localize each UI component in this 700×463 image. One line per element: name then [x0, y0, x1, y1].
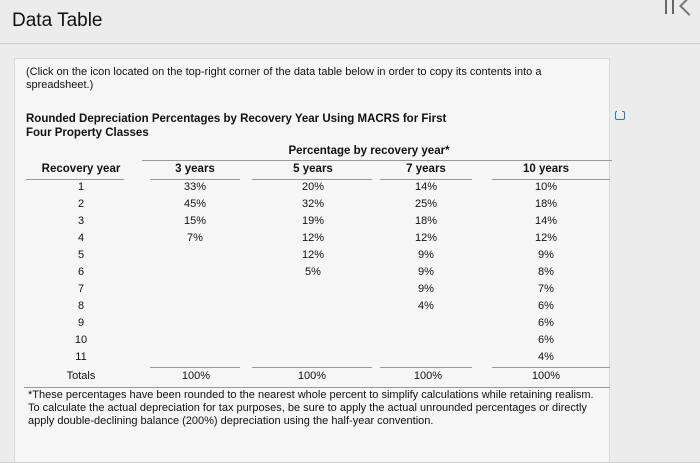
header-rule	[492, 179, 610, 180]
maximize-icon[interactable]	[665, 0, 674, 14]
table-cell: 6%	[538, 334, 554, 346]
table-cell: 7	[77, 283, 85, 295]
totals-cell: 100%	[413, 370, 443, 382]
table-cell: 14%	[414, 181, 438, 193]
table-cell: 3	[77, 215, 85, 227]
table-cell: 9%	[418, 283, 434, 295]
column-group-header: Percentage by recovery year*	[288, 145, 450, 157]
table-cell: 10%	[534, 181, 558, 193]
table-cell: 19%	[301, 215, 325, 227]
table-cell: 8	[77, 300, 85, 312]
footnote: *These percentages have been rounded to the nearest whole percent to simplify calculations while retaining realism. To calculate the actual depreciation for tax purposes, be sure to apply the actual unrounded percentages or directly apply double-declining balance (200%) depreciation using the half-year convention.	[28, 389, 594, 427]
group-header-rule	[142, 160, 612, 161]
table-cell: 4%	[418, 300, 434, 312]
title-divider	[0, 43, 700, 44]
table-cell: 45%	[183, 198, 207, 210]
table-cell: 9%	[418, 266, 434, 278]
table-cell: 8%	[538, 266, 554, 278]
table-cell: 15%	[183, 215, 207, 227]
table-cell: 2	[77, 198, 85, 210]
table-cell: 11	[75, 351, 87, 363]
table-cell: 10	[74, 334, 88, 346]
totals-rule	[252, 367, 372, 368]
table-cell: 9%	[418, 249, 434, 261]
table-cell: 5	[77, 249, 85, 261]
table-cell: 12%	[301, 232, 325, 244]
chevron-left-icon[interactable]	[679, 0, 699, 16]
table-cell: 20%	[301, 181, 325, 193]
totals-rule	[492, 367, 610, 368]
column-header: 5 years	[293, 163, 333, 175]
header-rule	[26, 179, 124, 180]
table-cell: 4	[77, 232, 85, 244]
table-cell: 7%	[538, 283, 554, 295]
table-cell: 32%	[301, 198, 325, 210]
totals-cell: 100%	[531, 370, 561, 382]
window-title: Data Table	[12, 10, 103, 31]
table-cell: 14%	[534, 215, 558, 227]
table-cell: 18%	[414, 215, 438, 227]
column-header: 10 years	[522, 163, 570, 175]
table-cell: 7%	[187, 232, 203, 244]
table-cell: 4%	[538, 351, 554, 363]
header-rule	[252, 179, 372, 180]
totals-rule	[380, 367, 472, 368]
totals-label: Totals	[66, 370, 96, 382]
column-header: Recovery year	[41, 163, 121, 175]
table-cell: 5%	[305, 266, 321, 278]
column-header: 3 years	[175, 163, 215, 175]
totals-cell: 100%	[297, 370, 327, 382]
header-rule	[380, 179, 472, 180]
column-header: 7 years	[406, 163, 446, 175]
table-cell: 12%	[301, 249, 325, 261]
table-cell: 1	[77, 181, 85, 193]
table-cell: 6%	[538, 317, 554, 329]
table-cell: 33%	[183, 181, 207, 193]
totals-rule	[150, 367, 240, 368]
copy-instruction: (Click on the icon located on the top-right corner of the data table below in order to copy its contents into a spreadsheet.)	[26, 66, 542, 91]
table-cell: 18%	[534, 198, 558, 210]
table-cell: 6%	[538, 300, 554, 312]
header-rule	[150, 179, 240, 180]
window-controls	[665, 0, 696, 14]
table-cell: 9	[77, 317, 85, 329]
table-heading: Rounded Depreciation Percentages by Recovery Year Using MACRS for First Four Property Classes	[26, 113, 447, 139]
totals-cell: 100%	[181, 370, 211, 382]
table-cell: 9%	[538, 249, 554, 261]
table-cell: 12%	[414, 232, 438, 244]
table-cell: 12%	[534, 232, 558, 244]
copy-icon[interactable]	[615, 111, 625, 120]
table-cell: 25%	[414, 198, 438, 210]
table-cell: 6	[77, 266, 85, 278]
table-bottom-rule	[24, 387, 610, 388]
